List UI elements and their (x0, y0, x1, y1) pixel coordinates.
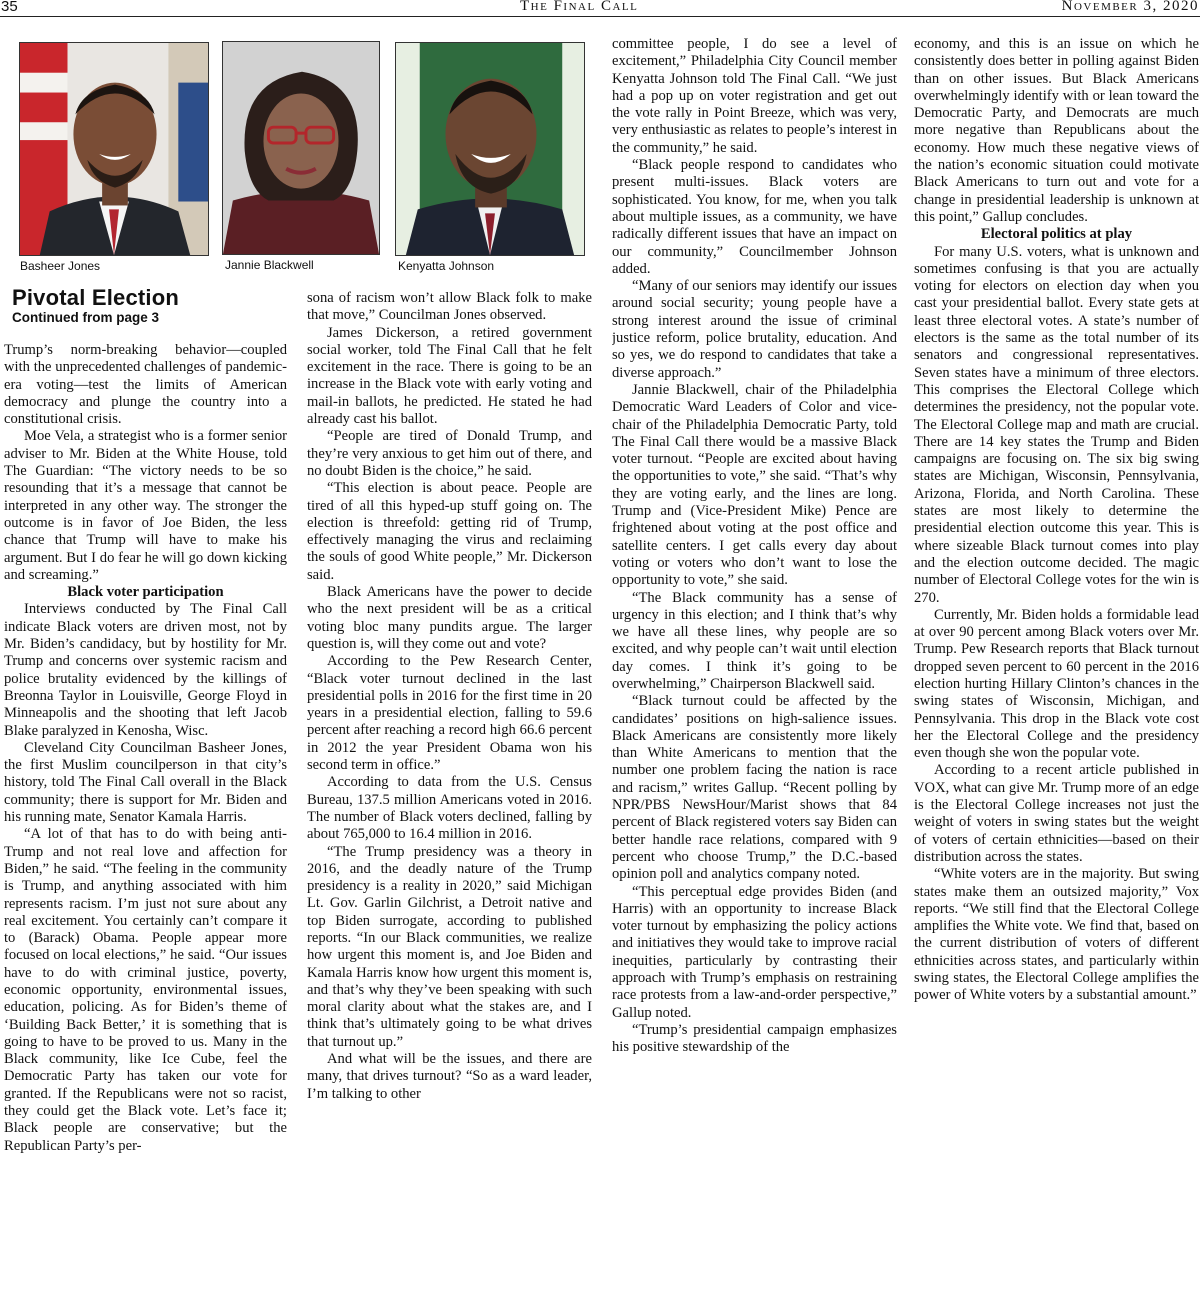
paragraph: According to data from the U.S. Census Bureau, 137.5 million Americans voted in 2016. The number of Black voters declined, falling by about 765,000 to 16.4 million in 2016. (307, 774, 592, 843)
paragraph: “The Black community has a sense of urgency in this election; and I think that’s why we have all these lines, why people are so excited, and why people can’t wait until election day comes. I think it’s going to be overwhelming,” Chairperson Blackwell said. (612, 589, 897, 692)
paragraph: committee people, I do see a level of excitement,” Philadelphia City Council member Kenyatta Johnson told The Final Call. “We just had a pop up on voter registration and get out the vote rally in Point Breeze, which was very, very enthusiastic as relates to people’s interest in the community,” he said. (612, 36, 897, 156)
paragraph: “Trump’s presidential campaign emphasizes his positive stewardship of the (612, 1021, 897, 1056)
photo-caption: Basheer Jones (20, 259, 101, 273)
paragraph: James Dickerson, a retired government social worker, told The Final Call that he felt excitement in the race. There is going to be an increase in the Black vote with early voting and mail-in ballots, he predicted. He stated he had already cast his ballot. (307, 324, 592, 428)
page-header (0, 0, 1200, 17)
paragraph: “The Trump presidency was a theory in 2016, and the deadly nature of the Trump presidency is a reality in 2020,” said Michigan Lt. Gov. Garlin Gilchrist, a Detroit native and top Biden surrogate, according to published reports. “In our Black communities, we realize how urgent this moment is, and Joe Biden and Kamala Harris know how urgent this moment is, and that’s why they’ve been speaking with such moral clarity about what the stakes are, and I think that’s ultimately going to be what drives that turnout up.” (307, 843, 592, 1050)
paragraph: Black Americans have the power to decide who the next president will be as a critical voting bloc many pundits argue. The larger question is, will they come out and vote? (307, 584, 592, 652)
paragraph: Currently, Mr. Biden holds a formidable lead at over 90 percent among Black voters over Mr. Trump. Pew Research reports that Black turnout dropped seven percent to 60 percent in the 2016 election hurting Hillary Clinton’s chances in the swing states of Wisconsin, Michigan, and Pennsylvania. This drop in the Black vote cost her the Electoral College and the presidency even though she won the popular vote. (914, 606, 1199, 762)
paragraph: And what will be the issues, and there are many, that drives turnout? “So as a ward leader, I’m talking to other (307, 1051, 592, 1102)
article-column-3 (612, 36, 897, 1292)
article-headline: Pivotal Election (12, 285, 180, 310)
masthead: The Final Call (520, 0, 639, 14)
paragraph: Trump’s norm-breaking behavior—coupled with the unprecedented challenges of pandemic-era voting—test the limits of American democracy and plunge the country into a constitutional crisis. (4, 342, 287, 428)
issue-date: November 3, 2020 (1061, 0, 1199, 14)
paragraph: sona of racism won’t allow Black folk to make that move,” Councilman Jones observed. (307, 290, 592, 324)
subheading-electoral-politics: Electoral politics at play (980, 226, 1133, 243)
subheading-black-voter-participation: Black voter participation (67, 584, 224, 601)
paragraph: According to the Pew Research Center, “Black voter turnout declined in the last presidential polls in 2016 for the first time in 20 years in a presidential election, falling to 59.6 percent after reaching a record high 66.6 percent in 2012 the year President Obama won his second term in office.” (307, 653, 592, 774)
photo-basheer-jones (19, 42, 209, 256)
paragraph: “This election is about peace. People are tired of all this hyped-up stuff going on. The election is threefold: getting rid of Trump, effectively managing the virus and reclaiming the souls of good White people,” Mr. Dickerson said. (307, 480, 592, 583)
paragraph: “People are tired of Donald Trump, and they’re very anxious to get him out of there, and no doubt Biden is the choice,” he said. (307, 428, 592, 479)
photo-caption: Jannie Blackwell (225, 258, 314, 272)
paragraph: “This perceptual edge provides Biden (and Harris) with an opportunity to increase Black voter turnout by emphasizing the policy actions and initiatives they would take to improve racial inequities, particularly by contrasting their approach with Trump’s emphasis on restraining race protests from a law-and-order perspective,” Gallup noted. (612, 883, 897, 1021)
paragraph: “Black turnout could be affected by the candidates’ positions on high-salience issues. Black Americans are consistently more likely than White Americans to mention that the number one problem facing the nation is race and racism,” writes Gallup. “Recent polling by NPR/PBS NewsHour/Marist shows that 84 percent of Black registered voters say Biden can better handle race relations, compared with 9 percent who choose Trump,” the D.C.-based opinion poll and analytics company noted. (612, 693, 897, 883)
paragraph: Interviews conducted by The Final Call indicate Black voters are driven most, not by Mr. Biden’s candidacy, but by hostility for Mr. Trump and concerns over systemic racism and police brutality evidenced by the killings of Breonna Taylor in Louisville, George Floyd in Minneapolis and the shooting that left Jacob Blake paralyzed in Kenosha, Wisc. (4, 601, 287, 739)
article-continued-line: Continued from page 3 (12, 310, 160, 325)
paragraph: Cleveland City Councilman Basheer Jones, the first Muslim councilperson in that city’s history, told The Final Call overall in the Black community; there is support for Mr. Biden and his running mate, Senator Kamala Harris. (4, 739, 287, 826)
paragraph: “Many of our seniors may identify our issues around social security; young people have a strong interest around the issue of criminal justice reform, police brutality, education. And so yes, we do respond to candidates that take a diverse approach.” (612, 278, 897, 381)
paragraph: Moe Vela, a strategist who is a former senior adviser to Mr. Biden at the White House, told The Guardian: “The victory needs to be so resounding that it’s a message that cannot be interpreted in any other way. The stronger the outcome is in favor of Joe Biden, the less chance that Trump will have to make his argument. But I do fear he will go down kicking and screaming.” (4, 428, 287, 583)
photo-jannie-blackwell (222, 41, 380, 255)
article-column-1 (4, 342, 287, 1292)
photo-kenyatta-johnson (395, 42, 585, 256)
paragraph: economy, and this is an issue on which he consistently does better in polling against Biden than on other issues. But Black Americans overwhelmingly identify with or lean toward the Democratic Party, and Democrats are much more negative than Republicans about the economy. How much these negative views of the nation’s economic situation could motivate Black Americans to turn out and vote for a change in presidential leadership is unknown at this point,” Gallup concludes. (914, 36, 1199, 225)
article-column-4 (914, 36, 1199, 1292)
paragraph: “A lot of that has to do with being anti-Trump and not real love and affection for Biden,” he said. “The feeling in the community is Trump, and anything associated with him represents racism. I’m just not sure about any real excitement. You certainly can’t compare it to (Barack) Obama. People appear more focused on local elections,” he said. “Our issues have to do with criminal justice, poverty, economic opportunity, environmental issues, education, policing. As for Biden’s theme of ‘Building Back Better,’ it is something that is going to have to be proved to us. Many in the Black community, like Ice Cube, feel the Democratic Party has taken our vote for granted. If the Republicans were not so racist, they could get the Black vote. Let’s face it; Black people are conservative; but the Republican Party’s per- (4, 826, 287, 1154)
paragraph: According to a recent article published in VOX, what can give Mr. Trump more of an edge is the Electoral College increases not just the weight of voters in swing states but the weight of voters of certain ethnicities—based on their distribution across the states. (914, 762, 1199, 865)
paragraph: “Black people respond to candidates who present multi-issues. Black voters are sophisticated. You know, for me, when you talk about multiple issues, as a community, we have radically different issues that have an impact on our community,” Councilmember Johnson added. (612, 157, 897, 277)
article-column-2 (307, 290, 592, 1292)
paragraph: For many U.S. voters, what is unknown and sometimes confusing is that you are actually voting for electors on election day when you cast your presidential ballot. Every state gets at least three electoral votes. A state’s number of electors is the same as the total number of its senators and congressional representatives. Seven states have a minimum of three electors. This comprises the Electoral College which determines the presidency, not the popular vote. The Electoral College map and math are crucial. There are 14 key states the Trump and Biden campaigns are focusing on. The six big swing states are Michigan, Wisconsin, Pennsylvania, Arizona, Florida, and North Carolina. These states are most likely to determine the presidential election outcome this year. This is where sizeable Black turnout comes into play and the election outcome decided. The magic number of Electoral College votes for the win is 270. (914, 243, 1199, 606)
paragraph: “White voters are in the majority. But swing states make them an outsized majority,” Vox reports. “We still find that the Electoral College amplifies the White vote. We find that, based on the current distribution of voters of different ethnicities across states, and particularly within swing states, the Electoral College amplifies the power of White voters by a substantial amount.” (914, 866, 1199, 1004)
paragraph: Jannie Blackwell, chair of the Philadelphia Democratic Ward Leaders of Color and vice-chair of the Philadelphia Democratic Party, told The Final Call there would be a massive Black voter turnout. “People are excited about having the opportunities to vote,” she said. “That’s why they are voting early, and the lines are long. Trump and (Vice-President Mike) Pence are frightened about voting at the post office and satellite centers. I get calls every day about voting or voters who don’t want to lose the opportunity to vote,” she said. (612, 381, 897, 589)
page-number: 35 (1, 0, 18, 15)
photo-caption: Kenyatta Johnson (398, 259, 495, 273)
